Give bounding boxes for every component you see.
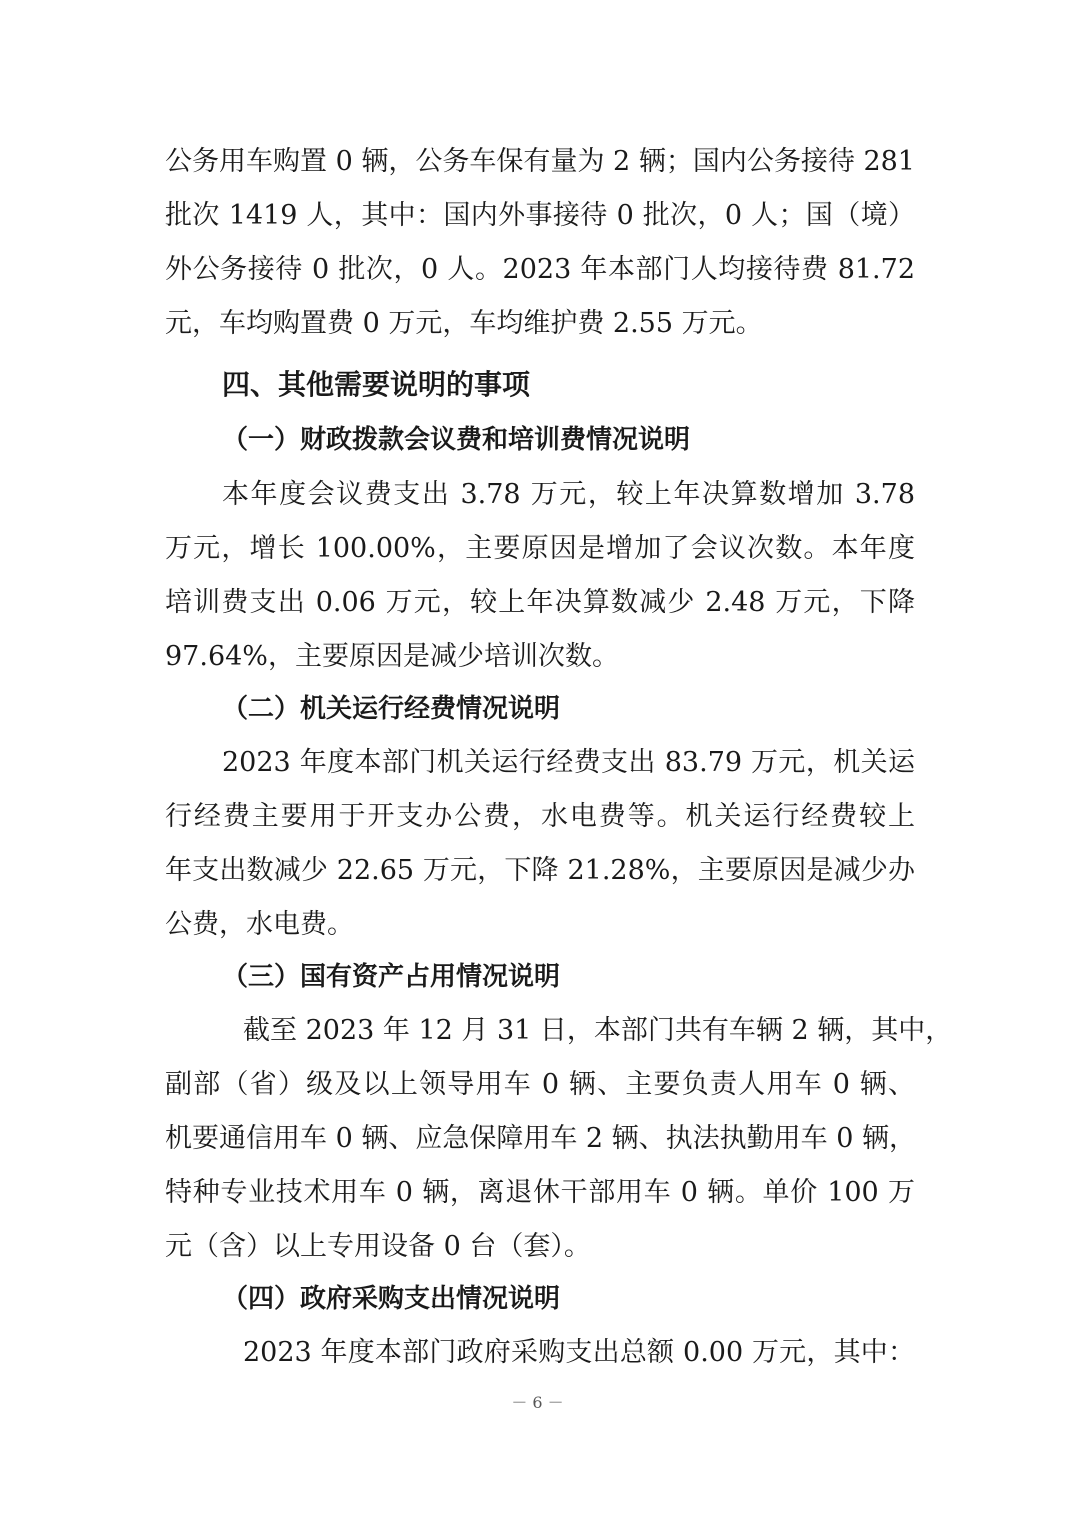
subsection-heading: （二）机关运行经费情况说明 [222, 694, 561, 724]
paragraph-line: 外公务接待 0 批次，0 人。2023 年本部门人均接待费 81.72 [165, 254, 915, 285]
paragraph-line: 2023 年度本部门政府采购支出总额 0.00 万元，其中： [243, 1337, 915, 1368]
section-heading: 四、其他需要说明的事项 [222, 368, 531, 401]
page-number: － 6 － [511, 1393, 564, 1412]
paragraph-line: 元，车均购置费 0 万元，车均维护费 2.55 万元。 [165, 308, 763, 339]
paragraph-line: 培训费支出 0.06 万元，较上年决算数减少 2.48 万元，下降 [165, 587, 915, 618]
paragraph-line: 特种专业技术用车 0 辆，离退休干部用车 0 辆。单价 100 万 [165, 1177, 915, 1208]
paragraph-line: 副部（省）级及以上领导用车 0 辆、主要负责人用车 0 辆、 [165, 1069, 915, 1100]
subsection-heading: （一）财政拨款会议费和培训费情况说明 [222, 425, 691, 455]
subsection-heading: （三）国有资产占用情况说明 [222, 962, 561, 992]
paragraph-line: 公务用车购置 0 辆，公务车保有量为 2 辆；国内公务接待 281 [165, 146, 915, 177]
paragraph-line: 批次 1419 人，其中：国内外事接待 0 批次，0 人；国（境） [165, 200, 915, 231]
paragraph-line: 年支出数减少 22.65 万元，下降 21.28%，主要原因是减少办 [165, 855, 915, 886]
paragraph-line: 本年度会议费支出 3.78 万元，较上年决算数增加 3.78 [222, 479, 915, 510]
paragraph-line: 万元，增长 100.00%，主要原因是增加了会议次数。本年度 [165, 533, 915, 564]
paragraph-line: 行经费主要用于开支办公费，水电费等。机关运行经费较上 [165, 801, 915, 832]
subsection-heading: （四）政府采购支出情况说明 [222, 1284, 561, 1314]
paragraph-line: 公费，水电费。 [165, 909, 354, 940]
paragraph-line: 元（含）以上专用设备 0 台（套）。 [165, 1231, 591, 1262]
paragraph-line: 2023 年度本部门机关运行经费支出 83.79 万元，机关运 [222, 747, 915, 778]
paragraph-line: 机要通信用车 0 辆、应急保障用车 2 辆、执法执勤用车 0 辆， [165, 1123, 917, 1154]
paragraph-line: 97.64%，主要原因是减少培训次数。 [165, 641, 619, 672]
paragraph-line: 截至 2023 年 12 月 31 日，本部门共有车辆 2 辆，其中， [243, 1015, 953, 1046]
